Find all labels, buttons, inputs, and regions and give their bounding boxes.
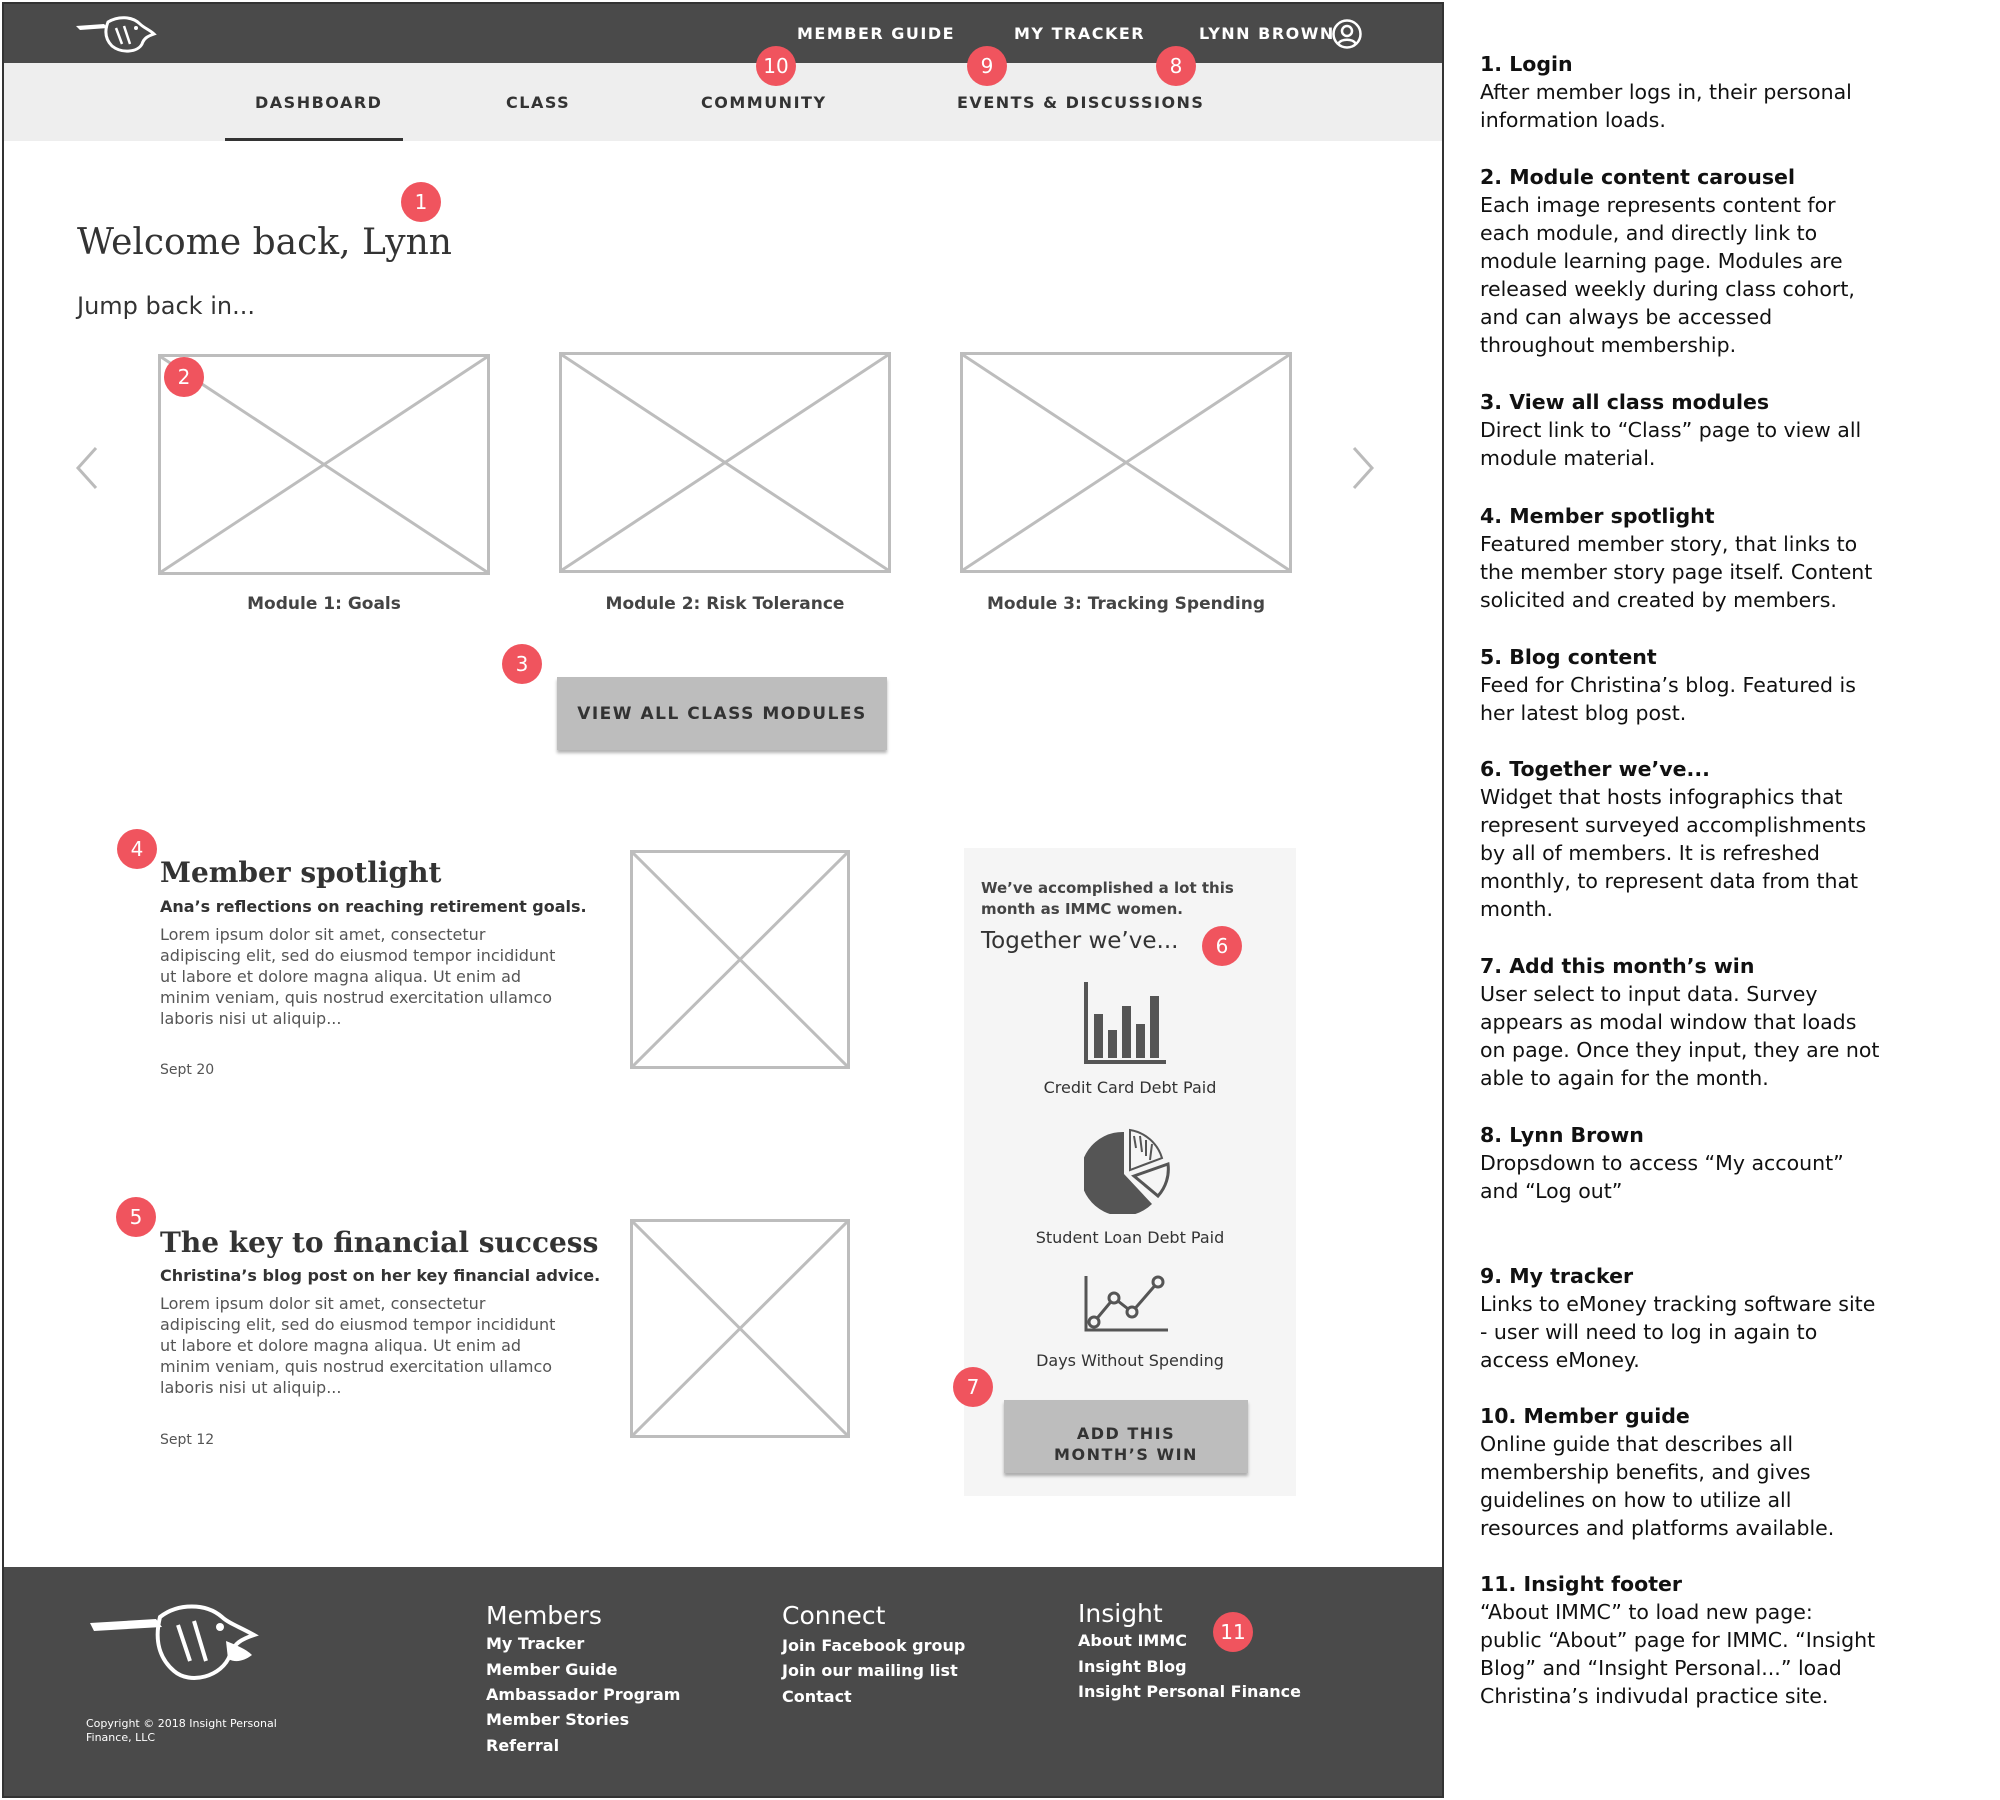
annotation-line: Direct link to “Class” page to view all — [1480, 418, 1862, 442]
annotation-line: the member story page itself. Content — [1480, 560, 1873, 584]
copyright-line: Finance, LLC — [86, 1731, 156, 1744]
nav-user-name[interactable]: LYNN BROWN — [1199, 24, 1335, 43]
annotation-title: 4. Member spotlight — [1480, 504, 1715, 528]
line-chart-icon — [1084, 1272, 1170, 1334]
user-account-icon[interactable] — [1331, 18, 1363, 50]
annotation-marker: 9 — [967, 46, 1007, 86]
annotation-line: module material. — [1480, 446, 1656, 470]
annotation-title: 11. Insight footer — [1480, 1572, 1683, 1596]
annotation-title: 8. Lynn Brown — [1480, 1123, 1644, 1147]
annotation-marker: 3 — [502, 644, 542, 684]
annotation-line: Christina’s indivudal practice site. — [1480, 1684, 1829, 1708]
spotlight-body — [160, 924, 620, 1029]
module-3-image[interactable] — [960, 352, 1292, 573]
top-bar — [4, 4, 1442, 63]
blog-date: Sept 12 — [160, 1432, 215, 1448]
annotation-title: 9. My tracker — [1480, 1264, 1634, 1288]
active-tab-indicator — [225, 138, 403, 141]
annotation-line: Blog” and “Insight Personal...” load — [1480, 1656, 1842, 1680]
annotation-marker: 10 — [756, 46, 796, 86]
module-1-image[interactable] — [158, 354, 490, 575]
annotation-marker: 8 — [1156, 46, 1196, 86]
annotation-marker: 6 — [1202, 926, 1242, 966]
annotation-line: Online guide that describes all — [1480, 1432, 1794, 1456]
footer-heading-insight: Insight — [1078, 1599, 1163, 1628]
footer-link-referral[interactable]: Referral — [486, 1736, 560, 1755]
footer-link-ambassador-program[interactable]: Ambassador Program — [486, 1685, 681, 1704]
blog-body-line: ut labore et dolore magna aliqua. Ut enim ad — [160, 1336, 522, 1355]
nav-member-guide[interactable]: MEMBER GUIDE — [797, 24, 956, 43]
annotation-line: After member logs in, their personal — [1480, 80, 1852, 104]
footer-link-member-guide[interactable]: Member Guide — [486, 1660, 618, 1679]
blog-subtitle: Christina’s blog post on her key financial advice. — [160, 1266, 601, 1285]
annotation-line: - user will need to log in again to — [1480, 1320, 1818, 1344]
spotlight-body-line: Lorem ipsum dolor sit amet, consectetur — [160, 925, 486, 944]
annotation-line: able to again for the month. — [1480, 1066, 1769, 1090]
annotation-line: throughout membership. — [1480, 333, 1737, 357]
annotation-line: membership benefits, and gives — [1480, 1460, 1811, 1484]
welcome-heading: Welcome back, Lynn — [77, 222, 452, 263]
footer — [4, 1567, 1442, 1796]
annotation-line: represent surveyed accomplishments — [1480, 813, 1867, 837]
annotation-title: 6. Together we’ve... — [1480, 757, 1710, 781]
annotation-line: Widget that hosts infographics that — [1480, 785, 1843, 809]
annotation-insight-footer — [1480, 1570, 1980, 1710]
annotation-line: on page. Once they input, they are not — [1480, 1038, 1880, 1062]
annotation-module-carousel — [1480, 163, 1980, 359]
copyright-line: Copyright © 2018 Insight Personal — [86, 1717, 277, 1730]
footer-link-member-stories[interactable]: Member Stories — [486, 1710, 630, 1729]
together-intro — [981, 878, 1281, 920]
annotation-title: 1. Login — [1480, 52, 1573, 76]
annotation-marker: 7 — [953, 1367, 993, 1407]
annotation-line: her latest blog post. — [1480, 701, 1687, 725]
footer-link-mailing-list[interactable]: Join our mailing list — [782, 1661, 958, 1680]
annotation-title: 3. View all class modules — [1480, 390, 1770, 414]
add-win-label-line: MONTH’S WIN — [1054, 1444, 1198, 1464]
annotation-line: resources and platforms available. — [1480, 1516, 1835, 1540]
footer-link-facebook-group[interactable]: Join Facebook group — [782, 1636, 966, 1655]
nav-my-tracker[interactable]: MY TRACKER — [1014, 24, 1146, 43]
annotation-line: “About IMMC” to load new page: — [1480, 1600, 1813, 1624]
annotation-my-tracker — [1480, 1262, 1980, 1374]
pie-chart-icon — [1084, 1128, 1170, 1214]
module-1-caption[interactable]: Module 1: Goals — [247, 594, 401, 614]
annotation-line: public “About” page for IMMC. “Insight — [1480, 1628, 1876, 1652]
module-2-caption[interactable]: Module 2: Risk Tolerance — [605, 594, 845, 614]
annotation-view-all-modules — [1480, 388, 1980, 472]
copyright-text — [86, 1717, 316, 1745]
module-3-caption[interactable]: Module 3: Tracking Spending — [987, 594, 1265, 614]
jump-back-heading: Jump back in... — [77, 292, 255, 320]
brand-logo-icon[interactable] — [74, 14, 158, 54]
annotation-line: solicited and created by members. — [1480, 588, 1837, 612]
annotation-title: 7. Add this month’s win — [1480, 954, 1755, 978]
spotlight-body-line: minim veniam, quis nostrud exercitation ullamco — [160, 988, 553, 1007]
blog-body-line: Lorem ipsum dolor sit amet, consectetur — [160, 1294, 486, 1313]
annotation-line: and “Log out” — [1480, 1179, 1623, 1203]
annotation-marker: 11 — [1213, 1612, 1253, 1652]
footer-heading-members: Members — [486, 1601, 602, 1630]
wireframe-frame — [2, 2, 1444, 1798]
carousel-next-arrow-icon[interactable] — [1348, 444, 1378, 492]
blog-title[interactable]: The key to financial success — [160, 1226, 599, 1259]
view-all-class-modules-button[interactable]: VIEW ALL CLASS MODULES — [557, 677, 887, 750]
annotation-line: month. — [1480, 897, 1554, 921]
blog-image[interactable] — [630, 1219, 850, 1438]
blog-body-line: adipiscing elit, sed do eiusmod tempor incididunt — [160, 1315, 556, 1334]
annotation-marker: 5 — [116, 1197, 156, 1237]
together-title: Together we’ve... — [981, 928, 1179, 954]
footer-link-contact[interactable]: Contact — [782, 1687, 852, 1706]
module-2-image[interactable] — [559, 352, 891, 573]
annotation-title: 5. Blog content — [1480, 645, 1657, 669]
annotation-login — [1480, 50, 1980, 134]
annotation-add-win — [1480, 952, 1980, 1092]
add-win-label-line: ADD THIS — [1076, 1423, 1176, 1443]
annotation-blog-content — [1480, 643, 1980, 727]
stat-credit-card-label: Credit Card Debt Paid — [1043, 1078, 1217, 1097]
together-intro-line: We’ve accomplished a lot this — [981, 879, 1234, 897]
annotation-title: 2. Module content carousel — [1480, 165, 1795, 189]
annotation-line: by all of members. It is refreshed — [1480, 841, 1820, 865]
tab-community[interactable]: COMMUNITY — [701, 93, 827, 112]
tab-class[interactable]: CLASS — [506, 93, 571, 112]
footer-link-my-tracker[interactable]: My Tracker — [486, 1634, 585, 1653]
spotlight-body-line: laboris nisi ut aliquip... — [160, 1009, 342, 1028]
add-this-months-win-button[interactable] — [1004, 1400, 1248, 1473]
annotation-line: access eMoney. — [1480, 1348, 1640, 1372]
annotation-line: Each image represents content for — [1480, 193, 1836, 217]
stat-days-without-spending-label: Days Without Spending — [1036, 1351, 1224, 1370]
annotation-together — [1480, 755, 1980, 923]
annotation-line: information loads. — [1480, 108, 1666, 132]
footer-link-insight-personal-finance[interactable]: Insight Personal Finance — [1078, 1682, 1301, 1701]
blog-body-line: laboris nisi ut aliquip... — [160, 1378, 342, 1397]
annotation-lynn-brown — [1480, 1121, 1980, 1205]
annotation-member-guide — [1480, 1402, 1980, 1542]
annotation-line: User select to input data. Survey — [1480, 982, 1818, 1006]
annotation-line: appears as modal window that loads — [1480, 1010, 1857, 1034]
annotation-marker: 1 — [401, 182, 441, 222]
blog-body-line: minim veniam, quis nostrud exercitation ullamco — [160, 1357, 553, 1376]
footer-brand-logo-icon[interactable] — [86, 1601, 266, 1691]
footer-heading-connect: Connect — [782, 1601, 886, 1630]
footer-link-insight-blog[interactable]: Insight Blog — [1078, 1657, 1187, 1676]
annotation-line: Links to eMoney tracking software site — [1480, 1292, 1876, 1316]
annotation-line: guidelines on how to utilize all — [1480, 1488, 1792, 1512]
annotation-marker: 4 — [117, 829, 157, 869]
annotation-line: monthly, to represent data from that — [1480, 869, 1859, 893]
stat-student-loan-label: Student Loan Debt Paid — [1035, 1228, 1225, 1247]
annotation-marker: 2 — [164, 357, 204, 397]
footer-link-about-immc[interactable]: About IMMC — [1078, 1631, 1187, 1650]
spotlight-subtitle: Ana’s reflections on reaching retirement goals. — [160, 897, 587, 916]
spotlight-body-line: adipiscing elit, sed do eiusmod tempor incididunt — [160, 946, 556, 965]
tab-events-discussions[interactable]: EVENTS & DISCUSSIONS — [957, 93, 1205, 112]
annotation-line: Dropsdown to access “My account” — [1480, 1151, 1844, 1175]
annotation-line: and can always be accessed — [1480, 305, 1773, 329]
together-intro-line: month as IMMC women. — [981, 900, 1183, 918]
together-widget — [964, 848, 1296, 1496]
blog-body — [160, 1293, 620, 1398]
annotation-line: each module, and directly link to — [1480, 221, 1818, 245]
tab-dashboard[interactable]: DASHBOARD — [255, 93, 383, 112]
annotation-member-spotlight — [1480, 502, 1980, 614]
spotlight-image[interactable] — [630, 850, 850, 1069]
spotlight-body-line: ut labore et dolore magna aliqua. Ut enim ad — [160, 967, 522, 986]
annotation-line: released weekly during class cohort, — [1480, 277, 1855, 301]
spotlight-date: Sept 20 — [160, 1062, 215, 1078]
spotlight-title[interactable]: Member spotlight — [160, 856, 442, 889]
bar-chart-icon — [1082, 980, 1168, 1066]
annotation-line: Featured member story, that links to — [1480, 532, 1858, 556]
sub-navigation — [4, 63, 1442, 141]
annotation-line: Feed for Christina’s blog. Featured is — [1480, 673, 1856, 697]
annotation-title: 10. Member guide — [1480, 1404, 1690, 1428]
carousel-prev-arrow-icon[interactable] — [72, 444, 102, 492]
annotation-line: module learning page. Modules are — [1480, 249, 1843, 273]
